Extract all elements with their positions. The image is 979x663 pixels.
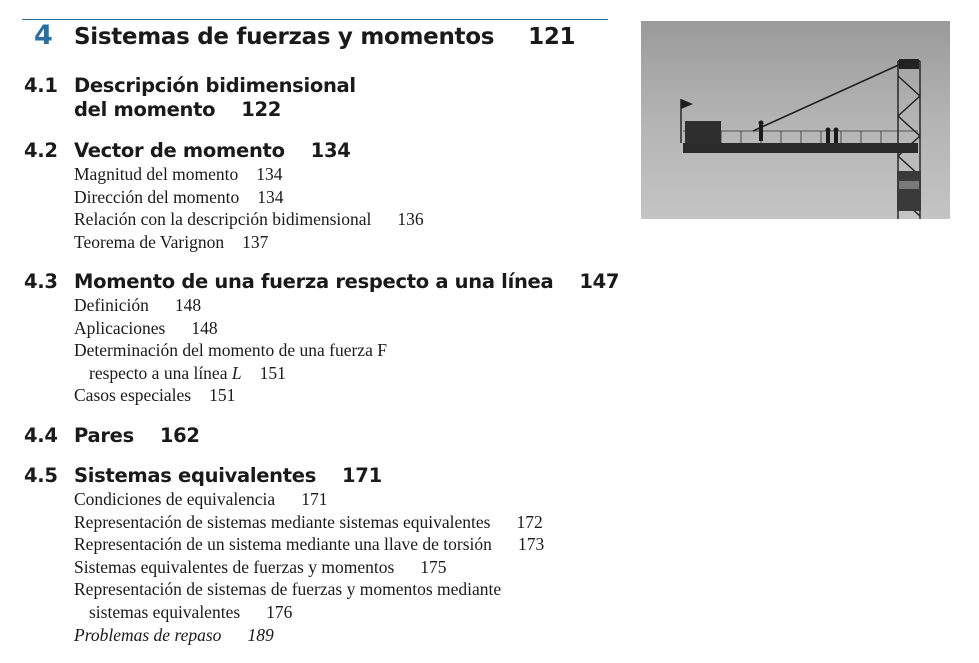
- toc-entry: Magnitud del momento 134: [74, 164, 283, 184]
- section-4-3: [24, 270, 624, 407]
- section-number: 4.2: [24, 139, 58, 162]
- toc-entry: Representación de sistemas mediante sistemas equivalentes 172: [74, 511, 543, 532]
- section-title: Sistemas equivalentes: [74, 464, 317, 487]
- toc-entry: Sistemas equivalentes de fuerzas y momentos 175: [74, 556, 447, 577]
- toc-entry: Definición 148: [74, 295, 202, 315]
- chapter-number: 4: [34, 20, 53, 51]
- section-page: 122: [241, 98, 282, 121]
- toc-entry: Casos especiales 151: [74, 385, 236, 406]
- toc-entry: Aplicaciones 148: [74, 317, 218, 338]
- toc-entry-cont: respecto a una línea L 151: [89, 362, 286, 383]
- section-number: 4.5: [24, 464, 58, 487]
- toc-entry: Teorema de Varignon 137: [74, 231, 269, 252]
- toc-entry: Representación de un sistema mediante una llave de torsión 173: [74, 534, 545, 555]
- toc-entry-review: Problemas de repaso 189: [74, 624, 274, 645]
- section-title: Descripción bidimensional: [74, 74, 356, 97]
- toc-entry: Representación de sistemas de fuerzas y momentos mediante: [74, 579, 502, 600]
- section-number: 4.3: [24, 270, 58, 293]
- section-title: Pares: [74, 424, 134, 447]
- toc-entry: Relación con la descripción bidimensional 136: [74, 209, 424, 230]
- chapter-title: Sistemas de fuerzas y momentos: [74, 24, 495, 50]
- toc-entry: Condiciones de equivalencia 171: [74, 489, 328, 509]
- section-page: 171: [342, 464, 382, 487]
- section-number: 4.1: [24, 74, 58, 97]
- section-4-4: [24, 424, 624, 448]
- section-title: Vector de momento: [74, 139, 285, 162]
- toc-entry-cont: sistemas equivalentes 176: [89, 601, 293, 622]
- section-page: 147: [579, 270, 620, 293]
- chapter-page: 121: [528, 24, 576, 50]
- toc-entry: Dirección del momento 134: [74, 186, 284, 207]
- chapter-heading: [34, 20, 575, 51]
- section-title-cont: del momento: [74, 98, 216, 121]
- section-4-5: [24, 464, 624, 646]
- toc-entry: Determinación del momento de una fuerza F: [74, 340, 387, 361]
- section-number: 4.4: [24, 424, 58, 447]
- section-4-1: [24, 74, 624, 122]
- section-4-2: [24, 139, 624, 253]
- section-page: 162: [159, 424, 200, 447]
- section-title: Momento de una fuerza respecto a una línea: [74, 270, 554, 293]
- section-page: 134: [310, 139, 351, 162]
- crane-photo: [641, 21, 950, 219]
